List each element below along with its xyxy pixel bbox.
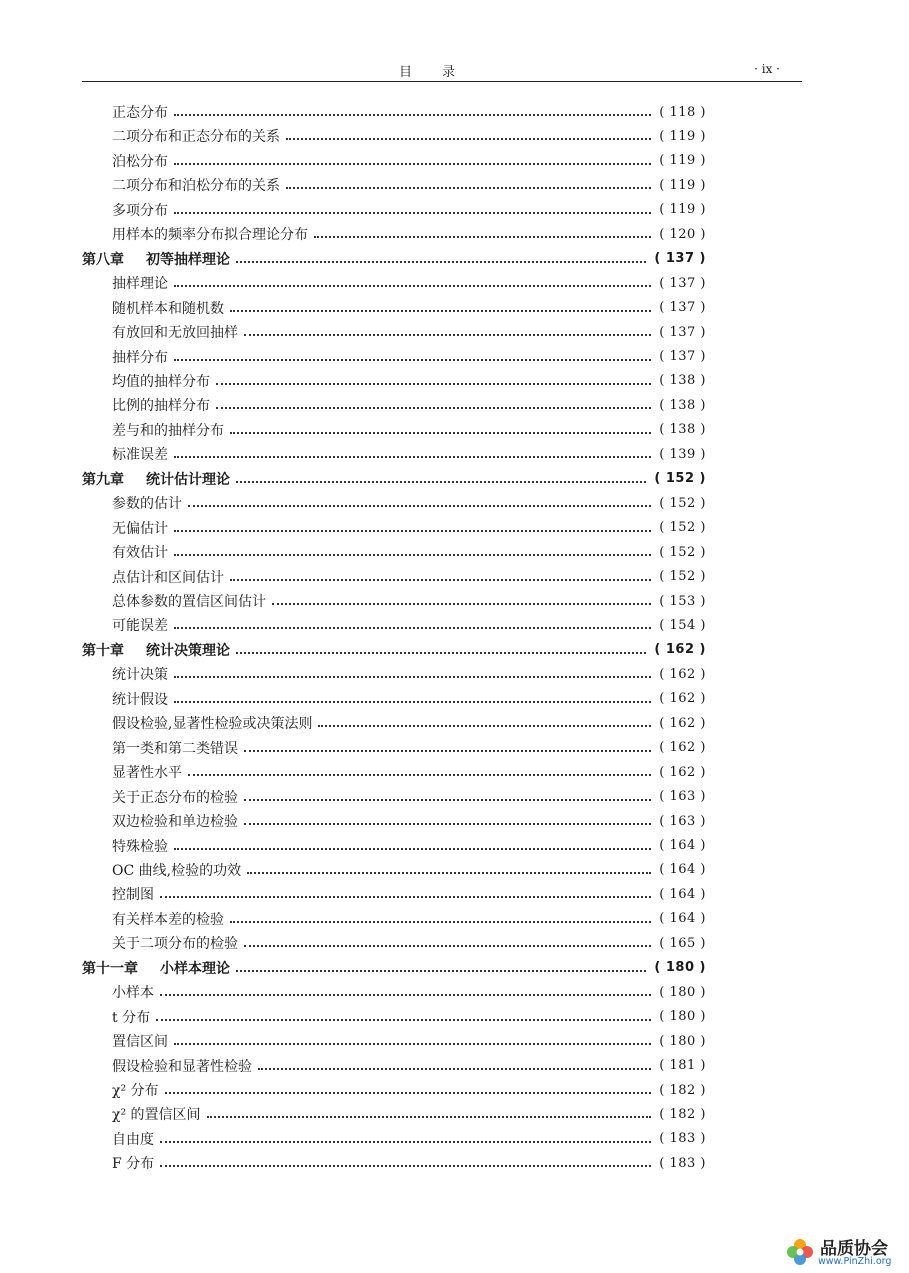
toc-page-number: ( 163 ) (659, 789, 706, 805)
toc-page-number: ( 119 ) (659, 128, 706, 144)
dot-leader (156, 1019, 651, 1021)
toc-section-row (112, 809, 706, 833)
dot-leader (160, 1141, 651, 1143)
chapter-number: 第八章 (82, 251, 124, 268)
toc-entry-title (82, 640, 236, 660)
dot-leader (174, 554, 651, 556)
toc-page-number: ( 137 ) (659, 275, 706, 291)
toc-section-row (112, 711, 706, 735)
chapter-title: 小样本理论 (160, 960, 230, 977)
toc-section-row (112, 100, 706, 124)
toc-section-row (112, 1127, 706, 1151)
toc-entry-title: 置信区间 (112, 1034, 168, 1051)
logo-name: 品质协会 (820, 1239, 888, 1259)
toc-entry-title: 无偏估计 (112, 520, 168, 537)
dot-leader (188, 774, 651, 776)
toc-section-row (112, 907, 706, 931)
chapter-title: 统计估计理论 (146, 471, 230, 488)
toc-entry-title: 总体参数的置信区间估计 (112, 594, 266, 610)
dot-leader (230, 432, 651, 434)
toc-page-number: ( 138 ) (659, 373, 706, 389)
dot-leader (216, 407, 651, 409)
toc-entry-title: 假设检验,显著性检验或决策法则 (112, 716, 313, 733)
toc-page-number: ( 119 ) (659, 202, 706, 218)
header-rule (82, 81, 802, 82)
toc-entry-title: 特殊检验 (112, 838, 168, 855)
toc-section-row (112, 931, 706, 955)
toc-section-row (112, 565, 706, 589)
toc-entry-title: 标准误差 (112, 447, 168, 464)
toc-entry-title (82, 249, 236, 269)
dot-leader (174, 114, 651, 116)
toc-page-number: ( 139 ) (659, 446, 706, 462)
toc-section-row (112, 271, 706, 295)
toc-page-number: ( 164 ) (659, 862, 706, 878)
toc-page-number: ( 163 ) (659, 813, 706, 829)
toc-entry-title: 第一类和第二类错误 (112, 740, 238, 757)
toc-entry-title: 有关样本差的检验 (112, 911, 224, 928)
dot-leader (272, 603, 651, 605)
toc-section-row (112, 393, 706, 417)
dot-leader (286, 187, 651, 189)
toc-section-row (112, 980, 706, 1004)
toc-entry-title: χ² 分布 (112, 1083, 159, 1099)
toc-entry-title: χ² 的置信区间 (112, 1107, 201, 1124)
toc-section-row (112, 369, 706, 393)
toc-entry-title: 差与和的抽样分布 (112, 422, 224, 439)
toc-section-row (112, 149, 706, 173)
dot-leader (160, 994, 651, 996)
toc-section-row (112, 882, 706, 906)
toc-page-number: ( 180 ) (659, 1009, 706, 1025)
toc-entry-title: 统计决策 (112, 667, 168, 684)
dot-leader (244, 799, 651, 801)
toc-section-row (112, 589, 706, 613)
dot-leader (188, 505, 651, 507)
toc-section-row (112, 1029, 706, 1053)
toc-entry-title: 关于正态分布的检验 (112, 789, 238, 806)
toc-entry-title: 关于二项分布的检验 (112, 936, 238, 953)
dot-leader (236, 261, 646, 263)
toc-entry-title: 比例的抽样分布 (112, 398, 210, 415)
toc-page-number: ( 153 ) (659, 593, 706, 609)
toc-entry-title: OC 曲线,检验的功效 (112, 862, 242, 879)
header-title: 目录 (398, 65, 485, 80)
toc-entry-title: 正态分布 (112, 105, 168, 121)
logo-url: www.PinZhi.org (818, 1256, 892, 1267)
toc-page-number: ( 119 ) (659, 177, 706, 193)
dot-leader (207, 1116, 652, 1118)
toc-entry-title: 抽样理论 (112, 276, 168, 293)
toc-page-number: ( 164 ) (659, 911, 706, 927)
toc-page-number: ( 137 ) (654, 251, 706, 267)
toc-entry-title: 双边检验和单边检验 (112, 814, 238, 831)
toc-entry-title: 二项分布和泊松分布的关系 (112, 178, 280, 195)
watermark-logo (784, 1232, 904, 1270)
dot-leader (258, 1068, 651, 1070)
toc-entry-title: 统计假设 (112, 691, 168, 708)
toc-page-number: ( 137 ) (659, 300, 706, 316)
dot-leader (174, 359, 651, 361)
toc-section-row (112, 540, 706, 564)
toc-section-row (112, 418, 706, 442)
toc-section-row (112, 736, 706, 760)
toc-section-row (112, 858, 706, 882)
toc-page-number: ( 182 ) (659, 1106, 706, 1122)
toc-page-number: ( 162 ) (659, 764, 706, 780)
toc-page-number: ( 119 ) (659, 153, 706, 169)
toc-page-number: ( 152 ) (659, 520, 706, 536)
toc-page-number: ( 137 ) (659, 349, 706, 364)
toc-page-number: ( 138 ) (659, 397, 706, 413)
dot-leader (314, 236, 651, 238)
toc-entry-title: t 分布 (112, 1009, 151, 1026)
dot-leader (247, 872, 651, 874)
dot-leader (244, 823, 651, 825)
toc-section-row (112, 785, 706, 809)
dot-leader (230, 921, 651, 923)
dot-leader (286, 138, 651, 140)
header-page-number: · ix · (754, 62, 780, 76)
dot-leader (174, 627, 651, 629)
flower-logo-icon (784, 1236, 816, 1268)
toc-entry-title: 可能误差 (112, 618, 168, 635)
dot-leader (318, 725, 651, 727)
toc-section-row (112, 613, 706, 637)
dot-leader (165, 1092, 652, 1094)
toc-section-row (112, 124, 706, 148)
toc-page-number: ( 164 ) (659, 838, 706, 853)
toc-page-number: ( 152 ) (659, 544, 706, 560)
toc-entry-title: 随机样本和随机数 (112, 300, 224, 317)
dot-leader (174, 530, 651, 532)
dot-leader (174, 701, 651, 703)
dot-leader (216, 383, 651, 385)
toc-entry-title: 显著性水平 (112, 765, 182, 782)
toc-section-row (112, 442, 706, 466)
toc-page-number: ( 137 ) (659, 324, 706, 340)
toc-page-number: ( 152 ) (654, 471, 706, 487)
toc-entry-title: 泊松分布 (112, 153, 168, 170)
toc-page-number: ( 152 ) (659, 495, 706, 511)
toc-entry-title: 控制图 (112, 887, 154, 904)
toc-chapter-row (82, 638, 706, 662)
toc-entry-title: 抽样分布 (112, 349, 168, 366)
dot-leader (244, 945, 651, 947)
toc-section-row (112, 491, 706, 515)
dot-leader (174, 456, 651, 458)
dot-leader (236, 652, 646, 654)
dot-leader (244, 750, 651, 752)
toc-page-number: ( 180 ) (659, 984, 706, 1000)
toc-page-number: ( 120 ) (659, 226, 706, 242)
toc-entry-title: 点估计和区间估计 (112, 569, 224, 586)
toc-page-number: ( 152 ) (659, 569, 706, 585)
toc-page-number: ( 154 ) (659, 617, 706, 633)
toc-page-number: ( 138 ) (659, 422, 706, 438)
toc-page-number: ( 162 ) (659, 691, 706, 707)
toc-section-row (112, 198, 706, 222)
toc-section-row (112, 1005, 706, 1029)
toc-entry-title: 均值的抽样分布 (112, 373, 210, 390)
chapter-number: 第九章 (82, 471, 124, 488)
toc-section-row (112, 1078, 706, 1102)
toc-section-row (112, 662, 706, 686)
toc-page-number: ( 183 ) (659, 1131, 706, 1147)
toc-section-row (112, 1102, 706, 1126)
toc-section-row (112, 516, 706, 540)
toc-page-number: ( 162 ) (654, 642, 706, 658)
toc-page-number: ( 180 ) (659, 1033, 706, 1049)
toc-entry-title: 假设检验和显著性检验 (112, 1058, 252, 1075)
dot-leader (160, 1165, 651, 1167)
dot-leader (230, 579, 651, 581)
dot-leader (174, 676, 651, 678)
toc-chapter-row (82, 247, 706, 271)
dot-leader (174, 848, 651, 850)
toc-entry-title (82, 958, 236, 978)
toc-page-number: ( 162 ) (659, 666, 706, 682)
toc-section-row (112, 296, 706, 320)
toc-entry-title: 参数的估计 (112, 496, 182, 513)
toc-page-number: ( 183 ) (659, 1155, 706, 1171)
toc-page-number: ( 164 ) (659, 886, 706, 902)
toc-section-row (112, 173, 706, 197)
toc-entry-title: 用样本的频率分布拟合理论分布 (112, 227, 308, 244)
page-header (82, 58, 802, 82)
chapter-title: 初等抽样理论 (146, 251, 230, 268)
toc-page-number: ( 181 ) (659, 1058, 706, 1074)
toc-entry-title: 有效估计 (112, 545, 168, 562)
dot-leader (160, 896, 651, 898)
chapter-number: 第十章 (82, 642, 124, 659)
dot-leader (174, 285, 651, 287)
toc-entry-title: 二项分布和正态分布的关系 (112, 129, 280, 146)
dot-leader (244, 334, 651, 336)
toc-chapter-row (82, 956, 706, 980)
toc-entry-title: 多项分布 (112, 202, 168, 219)
toc-page-number: ( 162 ) (659, 715, 706, 731)
toc-page-number: ( 165 ) (659, 935, 706, 951)
toc-entry-title (82, 469, 236, 489)
toc-entry-title: 自由度 (112, 1131, 154, 1148)
dot-leader (236, 970, 646, 972)
dot-leader (174, 163, 651, 165)
toc-entry-title: 小样本 (112, 985, 154, 1002)
toc-section-row (112, 760, 706, 784)
dot-leader (236, 481, 646, 483)
toc-chapter-row (82, 467, 706, 491)
toc-entry-title: 有放回和无放回抽样 (112, 325, 238, 342)
toc-page-number: ( 118 ) (659, 104, 706, 120)
chapter-title: 统计决策理论 (146, 642, 230, 659)
toc-section-row (112, 834, 706, 858)
toc-section-row (112, 222, 706, 246)
dot-leader (174, 1043, 651, 1045)
dot-leader (174, 212, 651, 214)
toc-entry-title: F 分布 (112, 1156, 155, 1173)
chapter-number: 第十一章 (82, 960, 138, 977)
toc-page-number: ( 182 ) (659, 1082, 706, 1098)
toc-section-row (112, 1151, 706, 1175)
toc-page-number: ( 162 ) (659, 740, 706, 756)
toc-section-row (112, 320, 706, 344)
toc-section-row (112, 1054, 706, 1078)
toc-section-row (112, 345, 706, 369)
toc-section-row (112, 687, 706, 711)
toc-page-number: ( 180 ) (654, 960, 706, 976)
dot-leader (230, 310, 651, 312)
